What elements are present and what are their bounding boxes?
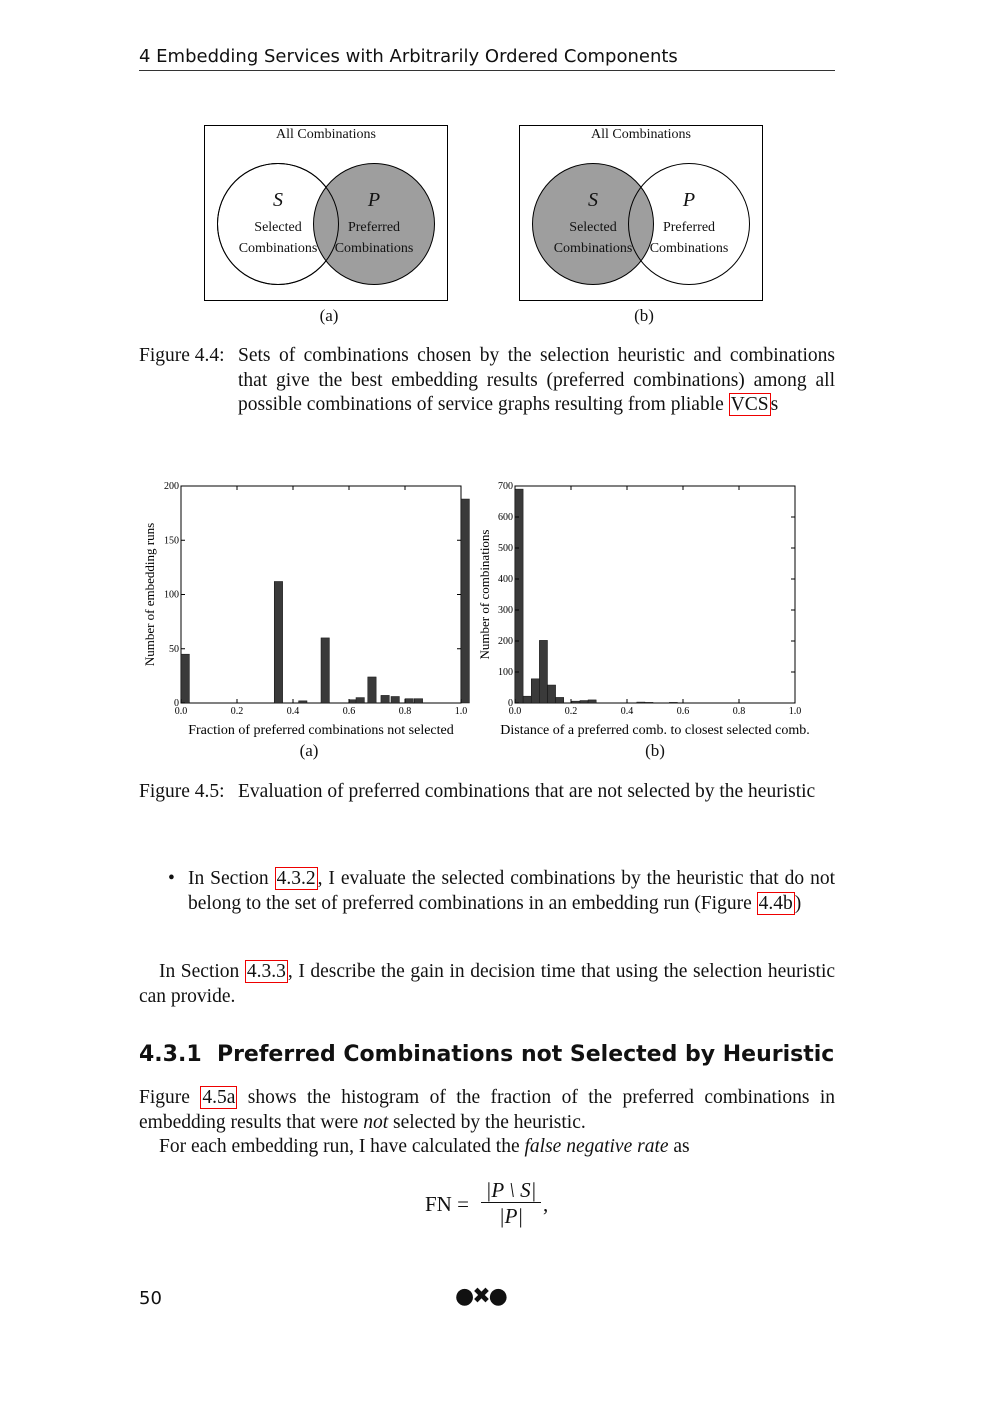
x-tick-label: 0.4 (286, 706, 300, 717)
histogram-bar (321, 638, 329, 703)
histogram-bar (414, 699, 422, 703)
histogram-bar (539, 640, 547, 703)
section-link-4-3-2[interactable]: 4.3.2 (276, 868, 316, 889)
x-tick-label: 0.0 (174, 706, 188, 717)
figure-link-4-5a[interactable]: 4.5a (202, 1087, 236, 1108)
x-tick-label: 0.2 (230, 706, 244, 717)
emphasis: false negative rate (524, 1136, 669, 1157)
y-axis-label: Number of embedding runs (142, 522, 157, 667)
set-label-line1: Selected (254, 220, 302, 235)
equation-denominator: |P| (498, 1204, 524, 1228)
histogram-bar (391, 696, 399, 703)
y-tick-label: 300 (498, 605, 513, 616)
paragraph (139, 1135, 835, 1160)
x-tick-label: 0.6 (342, 706, 356, 717)
x-axis-label: Fraction of preferred combinations not selected (188, 723, 454, 738)
y-tick-label: 200 (164, 481, 179, 492)
y-tick-label: 50 (169, 643, 179, 655)
histogram-bar (274, 581, 282, 703)
histogram-bar (356, 698, 364, 703)
histogram-bar (572, 701, 580, 703)
paragraph-text: as (668, 1136, 690, 1157)
emphasis: not (363, 1111, 389, 1133)
y-tick-label: 150 (164, 535, 179, 547)
set-label-line1: Preferred (662, 220, 716, 235)
set-label-preferred (634, 217, 744, 259)
figure-4-5-caption (139, 780, 835, 832)
subfigure-label-b: (b) (645, 741, 665, 760)
x-tick-label: 0.6 (676, 706, 690, 717)
histogram-bar (547, 685, 555, 703)
set-label-line2: Combinations (553, 241, 633, 256)
x-tick-label: 0.8 (398, 706, 412, 717)
figure-link-4-4b[interactable]: 4.4b (758, 892, 793, 914)
paragraph (139, 960, 835, 1009)
figure-4-5-chart-a (139, 478, 479, 738)
histogram-bar (461, 499, 469, 703)
set-letter-s: S (588, 189, 598, 211)
paragraph (139, 1086, 835, 1135)
equation-numerator: |P \ S| (481, 1178, 541, 1203)
paragraph-text: selected by the heuristic. (388, 1111, 586, 1133)
histogram-bar (299, 701, 307, 703)
figure-4-5-chart-b (474, 478, 826, 738)
histogram-bar (645, 702, 653, 703)
figure-4-4-caption (139, 344, 835, 444)
set-label-selected (223, 217, 333, 259)
page-number: 50 (139, 1288, 162, 1309)
publisher-logo-icon: ●✖● (455, 1284, 506, 1309)
equation-trail: , (543, 1192, 549, 1216)
y-tick-label: 100 (164, 589, 179, 601)
y-tick-label: 200 (498, 636, 513, 647)
y-tick-label: 400 (498, 574, 513, 585)
y-tick-label: 100 (498, 667, 513, 678)
caption-label: Figure 4.5: (139, 781, 225, 802)
equation-fn (425, 1178, 585, 1238)
subfigure-label-a: (a) (299, 741, 319, 760)
venn-box-title: All Combinations (591, 127, 691, 142)
set-label-line2: Combinations (334, 241, 414, 256)
caption-text: Evaluation of preferred combinations that are not selected by the heuristic (238, 781, 816, 802)
venn-box-title: All Combinations (276, 127, 376, 142)
bullet-text: ) (794, 892, 802, 914)
x-tick-label: 0.4 (620, 706, 634, 717)
histogram-bar (580, 701, 588, 703)
subfigure-label-a: (a) (319, 306, 339, 325)
set-label-line1: Selected (569, 220, 617, 235)
caption-label: Figure 4.4: (139, 345, 225, 366)
caption-body (238, 344, 835, 418)
section-link-4-3-3[interactable]: 4.3.3 (246, 961, 286, 982)
running-header: 4 Embedding Services with Arbitrarily Ordered Components (139, 46, 835, 71)
subfigure-label-b: (b) (634, 306, 654, 325)
set-letter-s: S (273, 189, 283, 211)
histogram-bar (556, 697, 564, 703)
caption-text: Sets of combinations chosen by the selection heuristic and combinations that give the best embedding results (preferred combinations) among all possible combinations of service graphs resulting from pliable (238, 345, 835, 415)
y-tick-label: 600 (498, 512, 513, 523)
paragraph-text: , I describe the gain in decision time that using the selection heuristic can provide. (139, 961, 836, 1007)
x-tick-label: 0.2 (564, 706, 578, 717)
set-label-line1: Preferred (347, 220, 401, 235)
set-label-preferred (319, 217, 429, 259)
paragraph-text: Figure (139, 1087, 190, 1108)
caption-suffix: s (770, 394, 779, 415)
histogram-bar (181, 654, 189, 703)
histogram-bar (405, 699, 413, 703)
histogram-bar (381, 695, 389, 703)
equation-fraction (481, 1178, 541, 1229)
histogram-bar (531, 679, 539, 703)
set-label-line2: Combinations (649, 241, 729, 256)
x-tick-label: 0.0 (508, 706, 522, 717)
x-axis-label: Distance of a preferred comb. to closest selected comb. (500, 723, 810, 738)
histogram-bar (523, 696, 531, 703)
equation-lhs: FN = (425, 1192, 469, 1216)
histogram-bar (637, 702, 645, 703)
paragraph-text: In Section (159, 961, 240, 982)
histogram-bar (588, 700, 596, 703)
histogram-bar (368, 677, 376, 703)
set-label-line2: Combinations (238, 241, 318, 256)
set-label-selected (538, 217, 648, 259)
section-heading: 4.3.1 Preferred Combinations not Selected by Heuristic (139, 1042, 835, 1067)
y-tick-label: 0 (508, 698, 513, 709)
venn-panel-b (519, 125, 763, 301)
plot-frame (515, 486, 795, 703)
x-tick-label: 1.0 (788, 706, 802, 717)
bullet-text: In Section (188, 868, 269, 889)
y-tick-label: 0 (174, 698, 179, 709)
acronym-link-vcs[interactable]: VCS (730, 394, 769, 415)
x-tick-label: 0.8 (732, 706, 746, 717)
y-tick-label: 700 (498, 481, 513, 492)
y-axis-label: Number of combinations (477, 529, 492, 660)
histogram-bar (515, 489, 523, 703)
bullet-marker: • (168, 868, 175, 889)
paragraph-text: For each embedding run, I have calculated the (159, 1136, 520, 1157)
set-letter-p: P (367, 189, 381, 211)
venn-panel-a (204, 125, 448, 301)
y-tick-label: 500 (498, 543, 513, 554)
paragraph-text: shows the histogram of the fraction of the preferred combinations in embedding results that were (139, 1087, 836, 1133)
bullet-list-item (168, 867, 836, 916)
bullet-text: , I evaluate the selected combinations by the heuristic that do not belong to the set of preferred combinations in an embedding run (Figure (188, 868, 836, 914)
x-tick-label: 1.0 (454, 706, 468, 717)
histogram-bar (669, 702, 677, 703)
set-letter-p: P (682, 189, 696, 211)
